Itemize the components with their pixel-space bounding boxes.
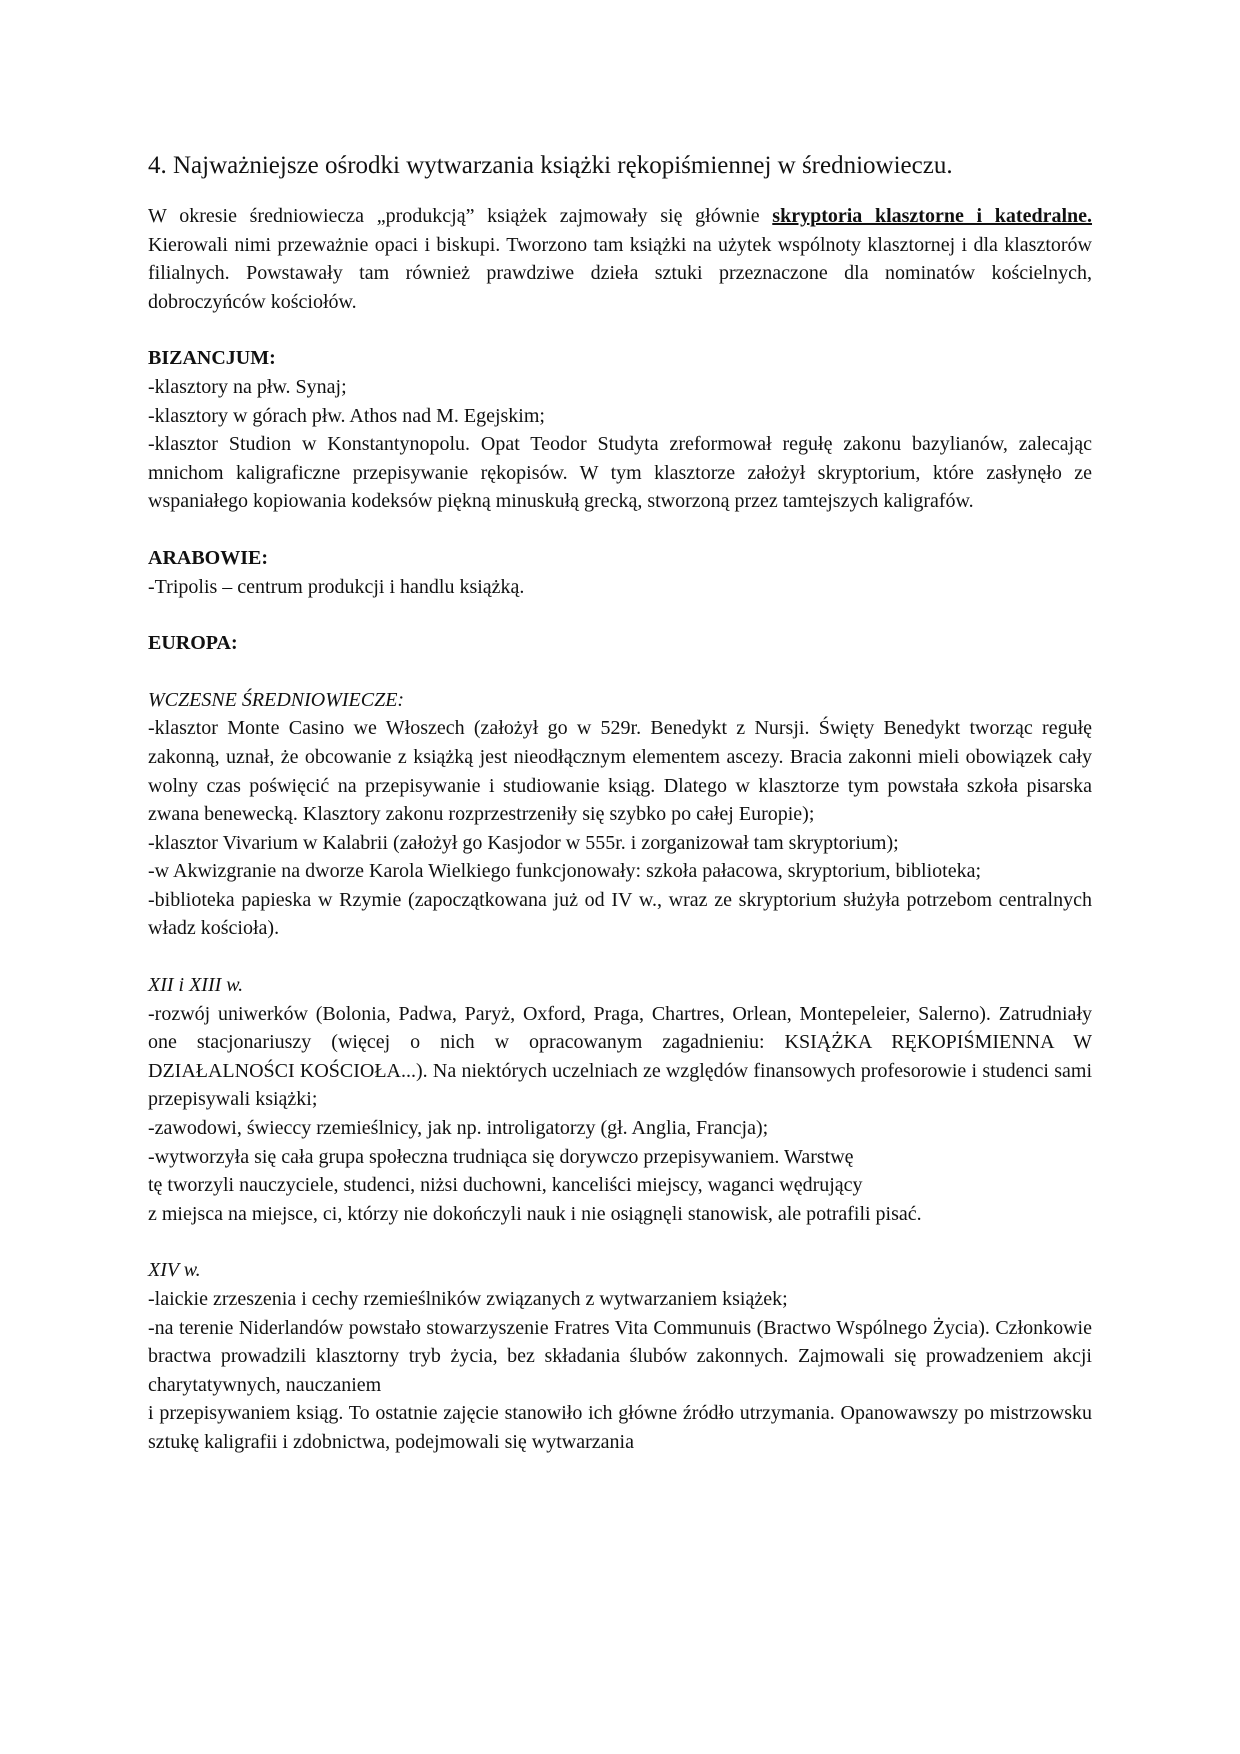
list-item: -klasztor Studion w Konstantynopolu. Opat Teodor Studyta zreformował regułę zakonu bazylianów, zalecając mnichom kaligraficzne przepisywanie rękopisów. W tym klasztorze założył skryptorium, które zasłynęło ze wspaniałego kopiowania kodeksów piękną minuskułą grecką, stworzoną przez tamtejszych kaligrafów. [148, 433, 1092, 513]
section-arabowie [148, 544, 1092, 601]
section-heading-xiv: XIV w. [148, 1259, 201, 1282]
document-title: 4. Najważniejsze ośrodki wytwarzania książki rękopiśmiennej w średniowieczu. [148, 152, 953, 179]
list-item-continued: i przepisywaniem ksiąg. To ostatnie zajęcie stanowiło ich główne źródło utrzymania. Opanowawszy po mistrzowsku sztukę kaligrafii i zdobnictwa, podejmowali się wytwarzania [148, 1402, 1092, 1453]
list-item: -na terenie Niderlandów powstało stowarzyszenie Fratres Vita Communuis (Bractwo Wspólnego Życia). Członkowie bractwa prowadzili klasztorny tryb życia, bez składania ślubów zakonnych. Zajmowali się prowadzeniem akcji charytatywnych, nauczaniem [148, 1316, 1092, 1396]
section-heading-bizancjum: BIZANCJUM: [148, 347, 276, 370]
intro-text-after: Kierowali nimi przeważnie opaci i biskupi. Tworzono tam książki na użytek wspólnoty klasztornej i dla klasztorów filialnych. Powstawały tam również prawdziwe dzieła sztuki przeznaczone dla nominatów kościelnych, dobroczyńców kościołów. [148, 233, 1092, 313]
list-item: -klasztory na płw. Synaj; [148, 375, 347, 398]
section-xiv [148, 1256, 1092, 1456]
section-heading-europa: EUROPA: [148, 632, 238, 655]
list-item: -klasztory w górach płw. Athos nad M. Egejskim; [148, 404, 545, 427]
list-item: -Tripolis – centrum produkcji i handlu książką. [148, 575, 525, 598]
text-line: -wytworzyła się cała grupa społeczna trudniąca się dorywczo przepisywaniem. Warstwę [148, 1145, 854, 1168]
section-wczesne-sredniowiecze [148, 686, 1092, 943]
list-item-multiline [148, 1143, 1092, 1229]
list-item: -rozwój uniwerków (Bolonia, Padwa, Paryż, Oxford, Praga, Chartres, Orlean, Montepeleier, Salerno). Zatrudniały one stacjonariuszy (więcej o nich w opracowanym zagadnieniu: KSIĄŻKA RĘKOPIŚMIENNA W DZIAŁALNOŚCI KOŚCIOŁA...). Na niektórych uczelniach ze względów finansowych profesorowie i studenci sami przepisywali książki; [148, 1002, 1092, 1111]
section-heading-arabowie: ARABOWIE: [148, 546, 269, 569]
text-line: tę tworzyli nauczyciele, studenci, niżsi duchowni, kanceliści miejscy, waganci wędrujący [148, 1174, 863, 1197]
intro-paragraph [148, 202, 1092, 316]
section-xii-xiii [148, 971, 1092, 1228]
list-item: -biblioteka papieska w Rzymie (zapoczątkowana już od IV w., wraz ze skryptorium służyła potrzebom centralnych władz kościoła). [148, 888, 1092, 940]
section-heading-xii-xiii: XII i XIII w. [148, 974, 244, 997]
list-item: -w Akwizgranie na dworze Karola Wielkiego funkcjonowały: szkoła pałacowa, skryptorium, biblioteka; [148, 860, 982, 883]
section-bizancjum [148, 344, 1092, 516]
section-heading-wczesne: WCZESNE ŚREDNIOWIECZE: [148, 688, 405, 711]
list-item: -laickie zrzeszenia i cechy rzemieślników związanych z wytwarzaniem książek; [148, 1288, 788, 1310]
intro-highlight: skryptoria klasztorne i katedralne. [772, 205, 1093, 227]
list-item: -klasztor Vivarium w Kalabrii (założył go Kasjodor w 555r. i zorganizował tam skryptorium); [148, 831, 899, 854]
list-item: -klasztor Monte Casino we Włoszech (założył go w 529r. Benedykt z Nursji. Święty Benedykt tworząc regułę zakonną, uznał, że obcowanie z książką jest nieodłącznym elementem ascezy. Bracia zakonni mieli obowiązek cały wolny czas poświęcić na przepisywanie i studiowanie ksiąg. Dlatego w klasztorze tym powstała szkoła pisarska zwana benewecką. Klasztory zakonu rozprzestrzeniły się szybko po całej Europie); [148, 717, 1092, 826]
list-item: -zawodowi, świeccy rzemieślnicy, jak np. introligatorzy (gł. Anglia, Francja); [148, 1117, 769, 1140]
text-line: z miejsca na miejsce, ci, którzy nie dokończyli nauk i nie osiągnęli stanowisk, ale potrafili pisać. [148, 1202, 922, 1225]
section-europa [148, 629, 1092, 658]
document-page [148, 150, 1092, 1457]
intro-text-before: W okresie średniowiecza „produkcją” książek zajmowały się głównie [148, 205, 773, 227]
